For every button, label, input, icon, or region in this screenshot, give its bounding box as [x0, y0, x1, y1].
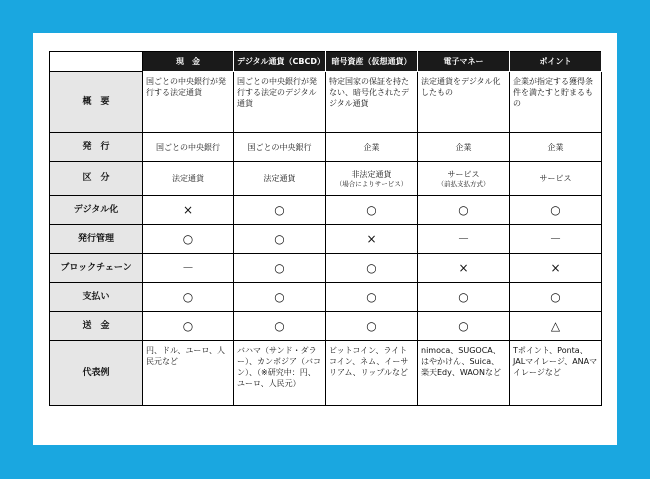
payment-cash: ○ — [143, 283, 234, 312]
corner-cell — [50, 52, 143, 72]
blockchain-cbdc: ○ — [234, 254, 326, 283]
row-label-overview: 概 要 — [50, 72, 143, 133]
column-header-crypto: 暗号資産（仮想通貨） — [326, 52, 418, 72]
digitalization-emoney: ○ — [418, 196, 510, 225]
row-remittance — [50, 312, 602, 341]
remittance-cbdc: ○ — [234, 312, 326, 341]
remittance-emoney: ○ — [418, 312, 510, 341]
overview-points: 企業が指定する獲得条件を満たすと貯まるもの — [510, 72, 602, 133]
column-header-cash: 現 金 — [143, 52, 234, 72]
issuer-cash: 国ごとの中央銀行 — [143, 133, 234, 162]
examples-cbdc: バハマ（サンド・ダラー）、カンボジア（バコン）、（※研究中：円、ユーロ、人民元） — [234, 341, 326, 406]
issue-mgmt-crypto: × — [326, 225, 418, 254]
issuer-emoney: 企業 — [418, 133, 510, 162]
row-issuer — [50, 133, 602, 162]
overview-cbdc: 国ごとの中央銀行が発行する法定のデジタル通貨 — [234, 72, 326, 133]
remittance-points: △ — [510, 312, 602, 341]
row-label-issuer: 発 行 — [50, 133, 143, 162]
row-examples — [50, 341, 602, 406]
classification-note: （場合によりサービス） — [335, 179, 408, 188]
classification-value: 法定通貨 — [263, 174, 296, 183]
column-header-emoney: 電子マネー — [418, 52, 510, 72]
row-classification — [50, 162, 602, 196]
issue-mgmt-cash: ○ — [143, 225, 234, 254]
row-issue-management — [50, 225, 602, 254]
payment-cbdc: ○ — [234, 283, 326, 312]
blockchain-cash: － — [143, 254, 234, 283]
issuer-points: 企業 — [510, 133, 602, 162]
payment-points: ○ — [510, 283, 602, 312]
row-label-digitalization: デジタル化 — [50, 196, 143, 225]
examples-emoney: nimoca、SUGOCA、はやかけん、Suica、楽天Edy、WAONなど — [418, 341, 510, 406]
issue-mgmt-emoney: － — [418, 225, 510, 254]
classification-cbdc — [234, 162, 326, 196]
row-label-examples: 代表例 — [50, 341, 143, 406]
currency-comparison-table — [49, 51, 602, 406]
issue-mgmt-cbdc: ○ — [234, 225, 326, 254]
remittance-cash: ○ — [143, 312, 234, 341]
examples-cash: 円、ドル、ユーロ、人民元など — [143, 341, 234, 406]
blockchain-points: × — [510, 254, 602, 283]
payment-emoney: ○ — [418, 283, 510, 312]
row-label-remittance: 送 金 — [50, 312, 143, 341]
overview-cash: 国ごとの中央銀行が発行する法定通貨 — [143, 72, 234, 133]
classification-note: （前払支払方式） — [437, 179, 490, 188]
classification-value: サービス — [539, 174, 572, 183]
row-payment — [50, 283, 602, 312]
digitalization-cbdc: ○ — [234, 196, 326, 225]
classification-cash — [143, 162, 234, 196]
issuer-crypto: 企業 — [326, 133, 418, 162]
digitalization-crypto: ○ — [326, 196, 418, 225]
classification-emoney — [418, 162, 510, 196]
issue-mgmt-points: － — [510, 225, 602, 254]
row-digitalization — [50, 196, 602, 225]
blockchain-crypto: ○ — [326, 254, 418, 283]
classification-value: 法定通貨 — [172, 174, 204, 183]
classification-points — [510, 162, 602, 196]
examples-points: Tポイント、Ponta、JALマイレージ、ANAマイレージなど — [510, 341, 602, 406]
row-label-classification: 区 分 — [50, 162, 143, 196]
overview-crypto: 特定国家の保証を持たない、暗号化されたデジタル通貨 — [326, 72, 418, 133]
issuer-cbdc: 国ごとの中央銀行 — [234, 133, 326, 162]
column-header-points: ポイント — [510, 52, 602, 72]
digitalization-points: ○ — [510, 196, 602, 225]
column-header-cbdc: デジタル通貨（CBCD） — [234, 52, 326, 72]
classification-value: 非法定通貨 — [351, 169, 392, 179]
row-label-payment: 支払い — [50, 283, 143, 312]
overview-emoney: 法定通貨をデジタル化したもの — [418, 72, 510, 133]
remittance-crypto: ○ — [326, 312, 418, 341]
digitalization-cash: × — [143, 196, 234, 225]
classification-crypto — [326, 162, 418, 196]
comparison-card — [33, 33, 617, 445]
row-blockchain — [50, 254, 602, 283]
header-row — [50, 52, 602, 72]
classification-value: サービス — [447, 169, 480, 179]
examples-crypto: ビットコイン、ライトコイン、ネム、イーサリアム、リップルなど — [326, 341, 418, 406]
row-overview — [50, 72, 602, 133]
row-label-issue-management: 発行管理 — [50, 225, 143, 254]
row-label-blockchain: ブロックチェーン — [50, 254, 143, 283]
blockchain-emoney: × — [418, 254, 510, 283]
payment-crypto: ○ — [326, 283, 418, 312]
